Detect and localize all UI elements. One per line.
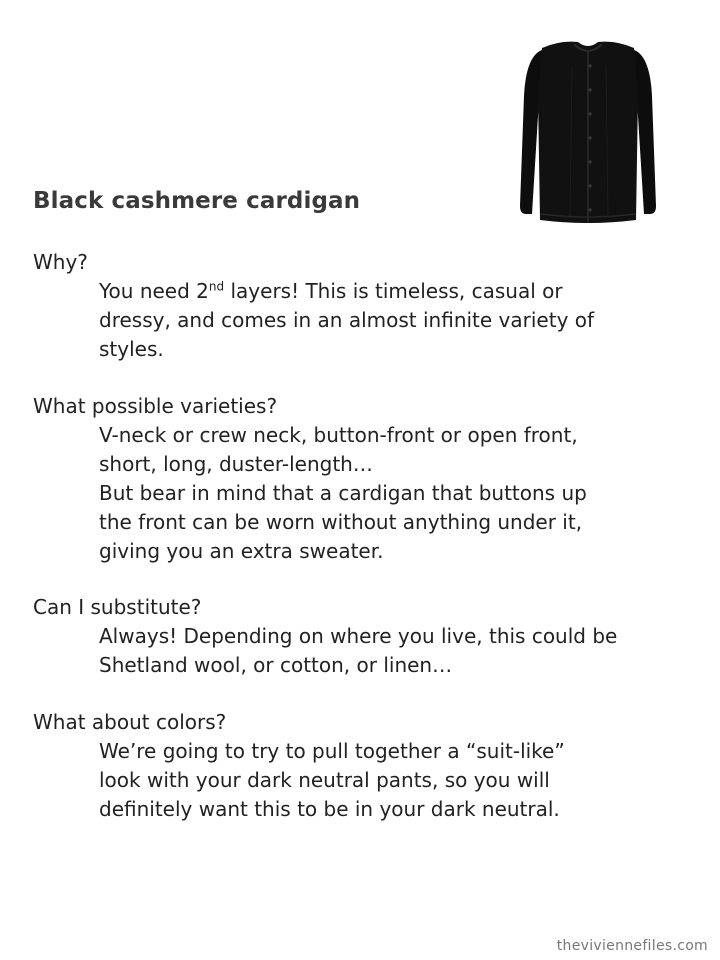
section-varieties — [33, 392, 693, 566]
section-substitute — [33, 593, 693, 680]
question-substitute: Can I substitute? — [33, 595, 202, 619]
answer-why — [99, 277, 693, 364]
page-title: Black cashmere cardigan — [33, 188, 361, 214]
answer-why-part2: layers! This is timeless, casual or dressy, and comes in an almost infinite variety of styles. — [99, 279, 595, 361]
answer-varieties: V-neck or crew neck, button-front or open front, short, long, duster-length… But bear in mind that a cardigan that buttons up the front can be worn without anything under it, giving you an extra sweater. — [99, 423, 587, 563]
cardigan-image — [512, 36, 664, 226]
answer-why-part1: You need 2 — [99, 279, 209, 303]
question-why: Why? — [33, 250, 88, 274]
answer-substitute: Always! Depending on where you live, this could be Shetland wool, or cotton, or linen… — [99, 624, 618, 677]
section-colors — [33, 708, 693, 824]
site-watermark: theviviennefiles.com — [556, 938, 708, 954]
answer-why-superscript: nd — [208, 279, 225, 294]
question-varieties: What possible varieties? — [33, 394, 278, 418]
section-why — [33, 248, 693, 364]
answer-colors: We’re going to try to pull together a “suit-like” look with your dark neutral pants, so you will definitely want this to be in your dark neutral. — [99, 739, 565, 821]
question-colors: What about colors? — [33, 710, 227, 734]
